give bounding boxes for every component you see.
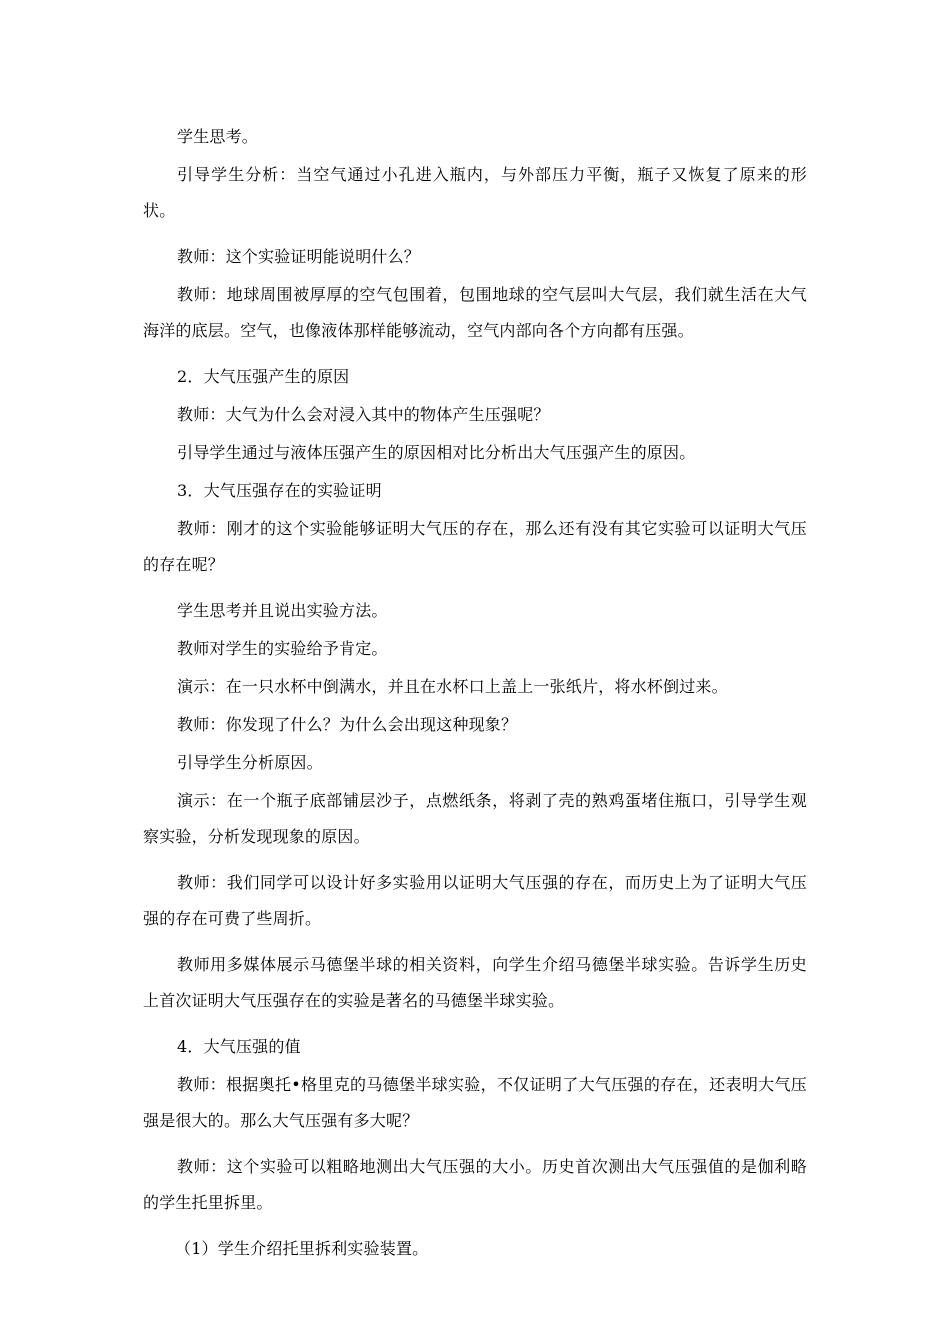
paragraph: 教师：大气为什么会对浸入其中的物体产生压强呢？	[177, 405, 550, 424]
paragraph: 教师对学生的实验给予肯定。	[177, 639, 388, 658]
section-heading: 2．大气压强产生的原因	[177, 367, 350, 386]
paragraph: （1）学生介绍托里拆利实验装置。	[175, 1239, 429, 1258]
paragraph: 教师：刚才的这个实验能够证明大气压的存在，那么还有没有其它实验可以证明大气压的存在呢？	[143, 519, 807, 574]
paragraph: 引导学生分析原因。	[177, 753, 323, 772]
paragraph: 教师：地球周围被厚厚的空气包围着，包围地球的空气层叫大气层，我们就生活在大气海洋的底层。空气，也像液体那样能够流动，空气内部向各个方向都有压强。	[143, 285, 807, 340]
section-heading: 3．大气压强存在的实验证明	[177, 481, 382, 500]
paragraph: 演示：在一只水杯中倒满水，并且在水杯口上盖上一张纸片，将水杯倒过来。	[177, 677, 728, 696]
paragraph: 教师用多媒体展示马德堡半球的相关资料，向学生介绍马德堡半球实验。告诉学生历史上首次证明大气压强存在的实验是著名的马德堡半球实验。	[143, 955, 807, 1010]
paragraph: 学生思考。	[177, 127, 259, 146]
section-heading: 4．大气压强的值	[177, 1037, 301, 1056]
paragraph: 教师：这个实验证明能说明什么？	[177, 247, 421, 266]
paragraph: 教师：你发现了什么？为什么会出现这种现象？	[177, 715, 518, 734]
paragraph: 引导学生通过与液体压强产生的原因相对比分析出大气压强产生的原因。	[177, 443, 696, 462]
paragraph: 演示：在一个瓶子底部铺层沙子，点燃纸条，将剥了壳的熟鸡蛋堵住瓶口，引导学生观察实验，分析发现现象的原因。	[143, 791, 807, 846]
paragraph: 教师：根据奥托•格里克的马德堡半球实验，不仅证明了大气压强的存在，还表明大气压强是很大的。那么大气压强有多大呢？	[143, 1075, 807, 1130]
paragraph: 教师：这个实验可以粗略地测出大气压强的大小。历史首次测出大气压强值的是伽利略的学生托里拆里。	[143, 1157, 807, 1212]
paragraph: 学生思考并且说出实验方法。	[177, 601, 388, 620]
document-body	[143, 119, 807, 1269]
paragraph: 引导学生分析：当空气通过小孔进入瓶内，与外部压力平衡，瓶子又恢复了原来的形状。	[143, 165, 807, 220]
paragraph: 教师：我们同学可以设计好多实验用以证明大气压强的存在，而历史上为了证明大气压强的存在可费了些周折。	[143, 873, 807, 928]
